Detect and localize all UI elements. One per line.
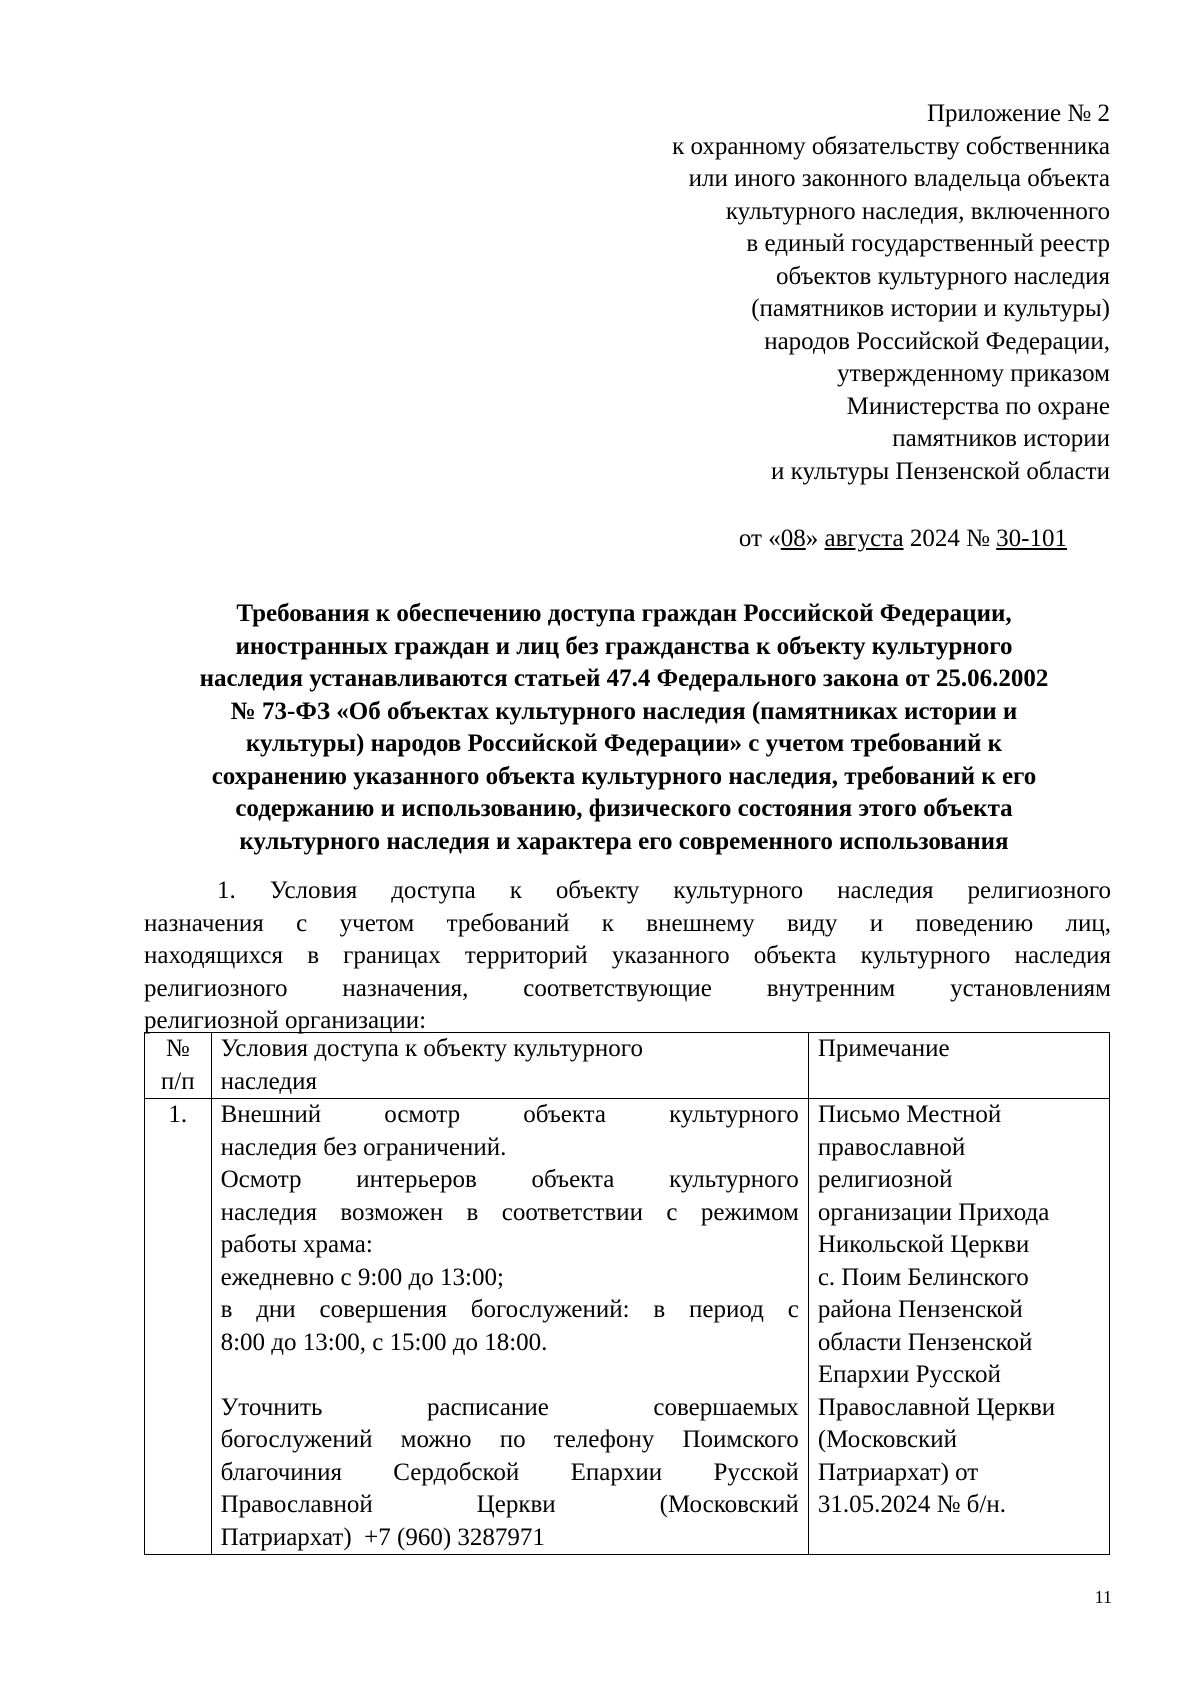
title-line: № 73-ФЗ «Об объектах культурного наследия (памятниках истории и [230,697,1018,725]
note-line: Епархии Русской [817,1361,1001,1388]
note-line: Никольской Церкви [817,1231,1030,1258]
date-mid: » [805,525,825,552]
header-text: Примечание [817,1035,950,1062]
appendix-line: памятников истории [892,425,1110,452]
note-line: района Пензенской [817,1296,1023,1323]
note-line: Православной Церкви [817,1393,1056,1421]
cell-line: Патриархат) +7 (960) 3287971 [220,1523,545,1551]
appendix-line: или иного законного владельца объекта [688,165,1110,192]
page-number: 11 [1094,1587,1112,1607]
order-number: 30-101 [996,525,1067,552]
title-line: иностранных граждан и лиц без гражданства к объекту культурного [235,632,1013,660]
header-text: № [165,1035,190,1062]
row-num: 1. [145,1099,212,1555]
date-month: августа [824,525,904,552]
appendix-line: (памятников истории и культуры) [751,295,1110,322]
cell-line: Внешний осмотр объекта культурного [220,1101,799,1128]
note-line: религиозной [817,1166,953,1193]
table-row [145,1099,1110,1555]
date-day: 08 [780,525,806,552]
cell-line: работы храма: [220,1231,373,1258]
paragraph-line: находящихся в границах территорий указанного объекта культурного наследия [144,942,1111,969]
row-conditions [211,1099,808,1555]
note-line: с. Поим Белинского [817,1263,1029,1291]
appendix-header [490,98,1110,488]
header-text: п/п [160,1067,195,1095]
cell-line: благочиния Сердобской Епархии Русской [220,1458,799,1486]
header-num [145,1033,212,1099]
appendix-line: утвержденному приказом [837,360,1110,387]
cell-line: богослужений можно по телефону Поимского [220,1426,799,1453]
paragraph-line: религиозной организации: [144,1007,427,1034]
date-prefix: от « [738,525,781,552]
note-line: 31.05.2024 № б/н. [817,1491,1006,1518]
order-date-line [739,523,1067,555]
cell-line: наследия возможен в соответствии с режимом [220,1198,799,1226]
table-header-row [145,1033,1110,1099]
header-conditions [211,1033,808,1099]
note-line: Письмо Местной [817,1101,1002,1128]
appendix-line: к охранному обязательству собственника [672,132,1110,160]
paragraph-line: религиозного назначения, соответствующие внутренним установлениям [144,974,1111,1002]
header-note [808,1033,1109,1099]
cell-line: в дни совершения богослужений: в период с [220,1296,799,1323]
header-text: Условия доступа к объекту культурного [220,1035,643,1062]
row-note [808,1099,1109,1555]
title-line: наследия устанавливаются статьей 47.4 Федерального закона от 25.06.2002 [199,665,1049,692]
access-conditions-table [144,1032,1110,1555]
cell-blank-line [221,1359,799,1392]
cell-line: ежедневно с 9:00 до 13:00; [220,1263,504,1291]
note-line: области Пензенской [817,1328,1033,1356]
document-title [144,598,1104,858]
appendix-line: объектов культурного наследия [776,262,1110,290]
appendix-line: Министерства по охране [846,392,1110,420]
cell-line: Осмотр интерьеров объекта культурного [220,1166,799,1193]
title-line: культурного наследия и характера его современного использования [239,827,1009,855]
appendix-line: культурного наследия, включенного [725,197,1110,225]
cell-line: 8:00 до 13:00, с 15:00 до 18:00. [220,1328,548,1356]
paragraph-line: 1. Условия доступа к объекту культурного наследия религиозного [217,877,1111,904]
note-line: Патриархат) от [817,1458,979,1486]
appendix-line: и культуры Пензенской области [771,457,1110,485]
title-line: Требования к обеспечению доступа граждан Российской Федерации, [236,600,1012,627]
paragraph-line: назначения с учетом требований к внешнему виду и поведению лиц, [144,909,1111,937]
note-line: (Московский [817,1426,957,1453]
title-line: сохранению указанного объекта культурного наследия, требований к его [211,762,1037,790]
section-paragraph [144,875,1111,1038]
appendix-line: народов Российской Федерации, [764,327,1110,355]
appendix-line: в единый государственный реестр [746,230,1110,257]
appendix-line: Приложение № 2 [926,100,1110,127]
cell-line: Православной Церкви (Московский [220,1491,799,1518]
cell-line: наследия без ограничений. [220,1133,507,1161]
note-line: организации Прихода [817,1198,1050,1226]
header-text: наследия [220,1067,317,1095]
title-line: содержанию и использованию, физического состояния этого объекта [235,795,1013,822]
note-line: православной [817,1133,966,1161]
cell-line: Уточнить расписание совершаемых [220,1393,799,1421]
date-year: 2024 № [903,525,997,552]
title-line: культуры) народов Российской Федерации» с учетом требований к [245,730,1003,757]
